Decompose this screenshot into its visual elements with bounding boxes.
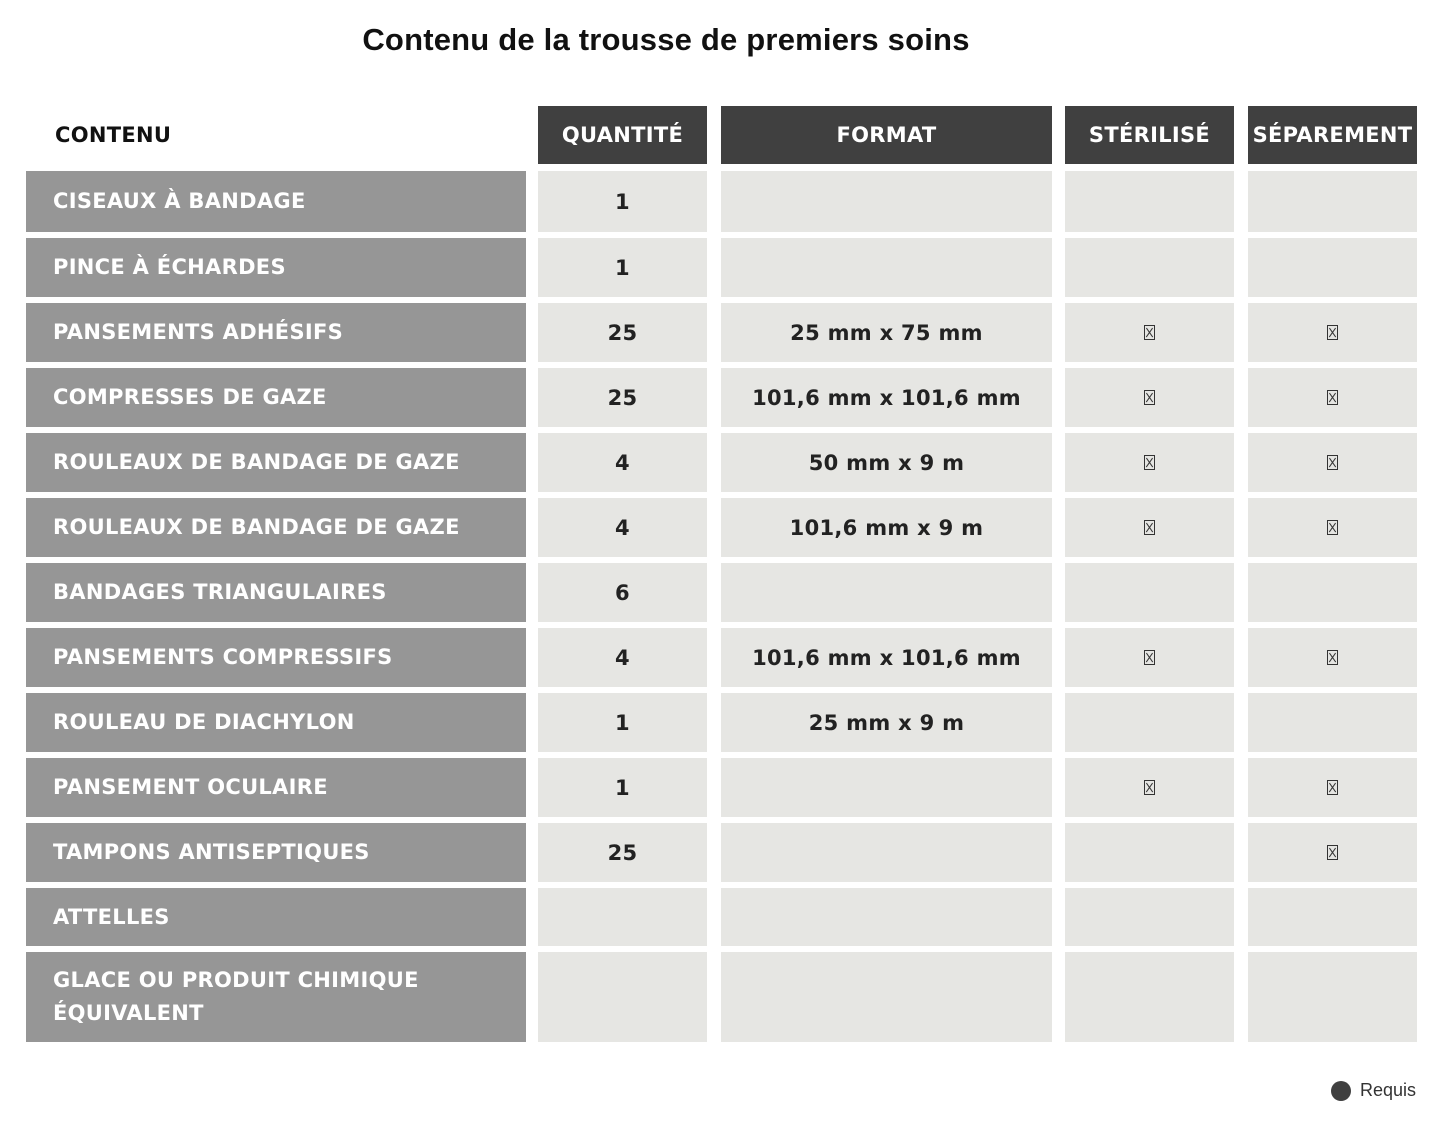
sterilized-cell bbox=[1065, 498, 1234, 557]
format-cell: 101,6 mm x 9 m bbox=[721, 498, 1052, 557]
quantity-cell bbox=[538, 952, 707, 1042]
separate-cell bbox=[1248, 171, 1417, 232]
column-header-quantite: QUANTITÉ bbox=[538, 106, 707, 164]
sterilized-cell bbox=[1065, 368, 1234, 427]
table-row bbox=[0, 563, 1440, 622]
check-mark-icon bbox=[1144, 650, 1155, 665]
check-mark-icon bbox=[1327, 325, 1338, 340]
quantity-cell: 1 bbox=[538, 171, 707, 232]
sterilized-cell bbox=[1065, 171, 1234, 232]
table-row bbox=[0, 628, 1440, 687]
format-cell: 50 mm x 9 m bbox=[721, 433, 1052, 492]
item-name: ROULEAU DE DIACHYLON bbox=[26, 693, 526, 752]
quantity-cell: 1 bbox=[538, 693, 707, 752]
separate-cell bbox=[1248, 758, 1417, 817]
check-mark-icon bbox=[1144, 520, 1155, 535]
item-name: PANSEMENTS COMPRESSIFS bbox=[26, 628, 526, 687]
separate-cell bbox=[1248, 498, 1417, 557]
check-mark-icon bbox=[1327, 455, 1338, 470]
separate-cell bbox=[1248, 952, 1417, 1042]
item-name: TAMPONS ANTISEPTIQUES bbox=[26, 823, 526, 882]
format-cell bbox=[721, 888, 1052, 946]
item-name: ROULEAUX DE BANDAGE DE GAZE bbox=[26, 498, 526, 557]
column-header-sterilise: STÉRILISÉ bbox=[1065, 106, 1234, 164]
format-cell: 25 mm x 9 m bbox=[721, 693, 1052, 752]
quantity-cell: 4 bbox=[538, 498, 707, 557]
column-header-format: FORMAT bbox=[721, 106, 1052, 164]
column-header-separement: SÉPAREMENT bbox=[1248, 106, 1417, 164]
sterilized-cell bbox=[1065, 888, 1234, 946]
format-cell bbox=[721, 171, 1052, 232]
table-row bbox=[0, 758, 1440, 817]
page-title: Contenu de la trousse de premiers soins bbox=[362, 22, 970, 57]
separate-cell bbox=[1248, 303, 1417, 362]
check-mark-icon bbox=[1327, 390, 1338, 405]
table-row bbox=[0, 888, 1440, 946]
quantity-cell: 1 bbox=[538, 758, 707, 817]
check-mark-icon bbox=[1327, 520, 1338, 535]
sterilized-cell bbox=[1065, 823, 1234, 882]
item-name: COMPRESSES DE GAZE bbox=[26, 368, 526, 427]
sterilized-cell bbox=[1065, 952, 1234, 1042]
separate-cell bbox=[1248, 433, 1417, 492]
format-cell: 25 mm x 75 mm bbox=[721, 303, 1052, 362]
check-mark-icon bbox=[1144, 780, 1155, 795]
item-name: ROULEAUX DE BANDAGE DE GAZE bbox=[26, 433, 526, 492]
separate-cell bbox=[1248, 238, 1417, 297]
check-mark-icon bbox=[1144, 390, 1155, 405]
quantity-cell: 6 bbox=[538, 563, 707, 622]
item-name: BANDAGES TRIANGULAIRES bbox=[26, 563, 526, 622]
item-name: PANSEMENTS ADHÉSIFS bbox=[26, 303, 526, 362]
column-header-contenu: CONTENU bbox=[55, 123, 172, 147]
sterilized-cell bbox=[1065, 758, 1234, 817]
item-name: GLACE OU PRODUIT CHIMIQUE ÉQUIVALENT bbox=[26, 952, 526, 1042]
format-cell: 101,6 mm x 101,6 mm bbox=[721, 628, 1052, 687]
sterilized-cell bbox=[1065, 628, 1234, 687]
check-mark-icon bbox=[1327, 845, 1338, 860]
check-mark-icon bbox=[1327, 650, 1338, 665]
separate-cell bbox=[1248, 563, 1417, 622]
quantity-cell: 25 bbox=[538, 368, 707, 427]
quantity-cell: 25 bbox=[538, 303, 707, 362]
sterilized-cell bbox=[1065, 433, 1234, 492]
format-cell bbox=[721, 758, 1052, 817]
item-name: PINCE À ÉCHARDES bbox=[26, 238, 526, 297]
format-cell bbox=[721, 823, 1052, 882]
check-mark-icon bbox=[1327, 780, 1338, 795]
item-name: CISEAUX À BANDAGE bbox=[26, 171, 526, 232]
quantity-cell: 4 bbox=[538, 433, 707, 492]
format-cell bbox=[721, 952, 1052, 1042]
separate-cell bbox=[1248, 628, 1417, 687]
quantity-cell: 25 bbox=[538, 823, 707, 882]
legend-label: Requis bbox=[1359, 1080, 1416, 1100]
sterilized-cell bbox=[1065, 303, 1234, 362]
sterilized-cell bbox=[1065, 563, 1234, 622]
check-mark-icon bbox=[1144, 325, 1155, 340]
table-row bbox=[0, 171, 1440, 232]
sterilized-cell bbox=[1065, 238, 1234, 297]
sterilized-cell bbox=[1065, 693, 1234, 752]
table-row bbox=[0, 823, 1440, 882]
quantity-cell: 1 bbox=[538, 238, 707, 297]
check-mark-icon bbox=[1144, 455, 1155, 470]
table-row bbox=[0, 238, 1440, 297]
format-cell: 101,6 mm x 101,6 mm bbox=[721, 368, 1052, 427]
filled-circle-icon bbox=[1331, 1081, 1351, 1101]
separate-cell bbox=[1248, 368, 1417, 427]
separate-cell bbox=[1248, 693, 1417, 752]
quantity-cell: 4 bbox=[538, 628, 707, 687]
table-row bbox=[0, 498, 1440, 557]
table-row bbox=[0, 693, 1440, 752]
table-row bbox=[0, 433, 1440, 492]
item-name: PANSEMENT OCULAIRE bbox=[26, 758, 526, 817]
format-cell bbox=[721, 563, 1052, 622]
quantity-cell bbox=[538, 888, 707, 946]
table-row bbox=[0, 952, 1440, 1042]
legend bbox=[1331, 1080, 1416, 1101]
table-row bbox=[0, 368, 1440, 427]
table-row bbox=[0, 303, 1440, 362]
separate-cell bbox=[1248, 888, 1417, 946]
format-cell bbox=[721, 238, 1052, 297]
separate-cell bbox=[1248, 823, 1417, 882]
item-name: ATTELLES bbox=[26, 888, 526, 946]
